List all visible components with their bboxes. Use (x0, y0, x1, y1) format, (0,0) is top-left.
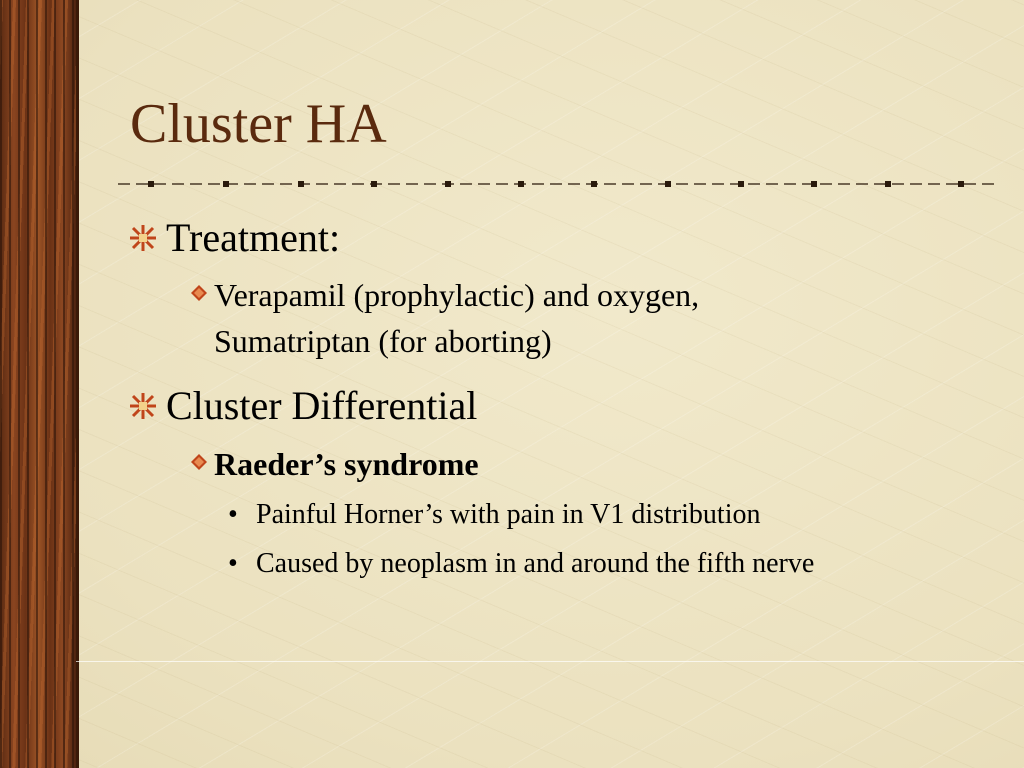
sub-sub-bullet-neoplasm (228, 548, 814, 580)
sub-bullet-verapamil (190, 272, 699, 364)
title-divider (118, 175, 996, 193)
sub-bullet-raeders (190, 441, 479, 487)
starburst-bullet-icon (128, 223, 158, 253)
starburst-bullet-icon (128, 391, 158, 421)
bullet-label: Cluster Differential (166, 383, 478, 428)
sub-bullet-line: Sumatriptan (for aborting) (214, 323, 552, 359)
bullet-cluster-differential (128, 382, 477, 429)
dot-bullet-icon: • (228, 548, 238, 579)
sub-sub-bullet-horner (228, 499, 761, 531)
sub-bullet-line: Raeder’s syndrome (214, 446, 479, 482)
bullet-treatment (128, 214, 340, 261)
wood-border (0, 0, 76, 768)
bullet-label: Treatment: (166, 215, 341, 260)
diamond-bullet-icon (190, 453, 208, 471)
footer-line (76, 661, 1024, 662)
dot-bullet-icon: • (228, 499, 238, 530)
diamond-bullet-icon (190, 284, 208, 302)
sub-sub-bullet-text: Painful Horner’s with pain in V1 distribution (256, 499, 761, 530)
sub-sub-bullet-text: Caused by neoplasm in and around the fifth nerve (256, 548, 815, 579)
slide-title: Cluster HA (130, 93, 387, 155)
wood-border-edge (76, 0, 79, 768)
sub-bullet-line: Verapamil (prophylactic) and oxygen, (214, 277, 700, 313)
